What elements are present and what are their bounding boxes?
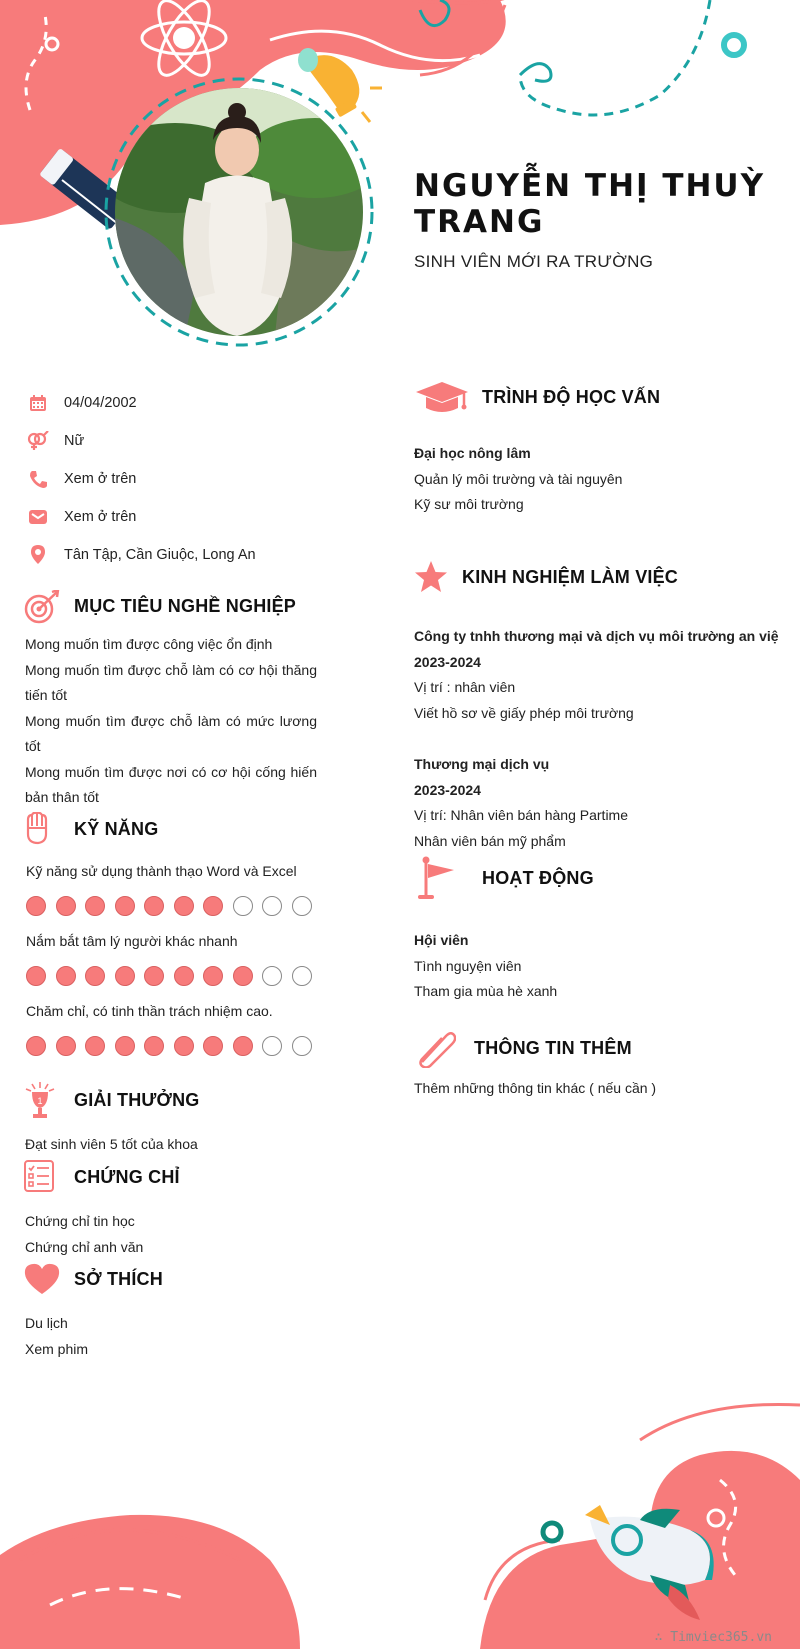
experience-job (414, 624, 786, 726)
job-position: Vị trí: Nhân viên bán hàng Partime (414, 807, 629, 823)
job-title: SINH VIÊN MỚI RA TRƯỜNG (414, 252, 654, 271)
profile-photo (115, 88, 363, 336)
activity-role: Hội viên (414, 932, 469, 948)
hobby-line: Du lịch (25, 1315, 68, 1331)
rating-dot-filled (56, 896, 76, 916)
extra-heading-row (414, 1028, 632, 1068)
job-description: Nhân viên bán mỹ phẩm (414, 832, 566, 849)
fist-icon (24, 812, 74, 846)
target-icon (24, 590, 74, 622)
gender-value: Nữ (64, 433, 85, 449)
skill-label: Nắm bắt tâm lý người khác nhanh (26, 933, 238, 949)
company-name: Thương mại dịch vụ (414, 756, 550, 772)
awards-content (25, 1132, 325, 1158)
job-period: 2023-2024 (414, 653, 481, 670)
calendar-icon (26, 392, 50, 414)
email-icon (26, 506, 50, 528)
rating-dot-filled (26, 896, 46, 916)
rating-dot-filled (203, 966, 223, 986)
rating-dot-filled (26, 966, 46, 986)
flag-icon (414, 856, 482, 900)
activities-heading: HOẠT ĐỘNG (482, 867, 594, 888)
rating-dot-filled (144, 1036, 164, 1056)
skill-item (26, 860, 326, 916)
contact-row-phone (26, 460, 346, 498)
activity-line: Tình nguyện viên (414, 957, 522, 974)
address-value: Tân Tập, Cần Giuộc, Long An (64, 547, 256, 563)
rating-dot-filled (56, 966, 76, 986)
contact-row-gender (26, 422, 346, 460)
full-name: NGUYỄN THỊ THUỲ TRANG (414, 168, 766, 240)
activities-content (414, 928, 784, 1005)
rating-dot-filled (115, 1036, 135, 1056)
svg-text:1: 1 (37, 1096, 43, 1106)
watermark: ∴ Timviec365.vn (654, 1630, 772, 1645)
rating-dot-empty (233, 896, 253, 916)
skills-heading-row (24, 812, 158, 846)
extra-content (414, 1076, 784, 1102)
objective-content (25, 632, 317, 811)
skills-heading: KỸ NĂNG (74, 818, 159, 839)
extra-heading: THÔNG TIN THÊM (474, 1037, 632, 1058)
job-period: 2023-2024 (414, 781, 481, 798)
rating-dot-empty (262, 1036, 282, 1056)
rating-dot-empty (262, 896, 282, 916)
certificate-line: Chứng chỉ tin học (25, 1213, 135, 1229)
objective-heading: MỤC TIÊU NGHỀ NGHIỆP (74, 595, 297, 616)
objective-line: Mong muốn tìm được chỗ làm có mức lương tốt (25, 712, 317, 754)
rating-dot-filled (26, 1036, 46, 1056)
award-line: Đạt sinh viên 5 tốt của khoa (25, 1136, 198, 1152)
location-pin-icon (26, 544, 50, 566)
star-icon (414, 560, 462, 594)
activity-line: Tham gia mùa hè xanh (414, 983, 558, 999)
skill-item (26, 1000, 326, 1056)
certificates-heading: CHỨNG CHỈ (74, 1166, 180, 1187)
certificates-heading-row (24, 1160, 180, 1194)
trophy-icon (24, 1080, 74, 1120)
rating-dot-filled (174, 1036, 194, 1056)
gender-icon (26, 430, 50, 452)
contact-row-email (26, 498, 346, 536)
rating-dot-filled (233, 1036, 253, 1056)
skill-rating (26, 1036, 326, 1056)
contact-list (26, 384, 346, 574)
awards-heading: GIẢI THƯỞNG (74, 1089, 200, 1110)
checklist-icon (24, 1160, 74, 1194)
rating-dot-filled (115, 966, 135, 986)
rating-dot-empty (292, 1036, 312, 1056)
birthday-value: 04/04/2002 (64, 395, 137, 411)
major: Quản lý môi trường và tài nguyên (414, 470, 623, 487)
graduation-cap-icon (414, 380, 482, 414)
hobbies-heading: SỞ THÍCH (74, 1268, 163, 1289)
phone-icon (26, 468, 50, 490)
certificate-line: Chứng chỉ anh văn (25, 1238, 144, 1255)
activities-heading-row (414, 856, 594, 900)
rating-dot-filled (233, 966, 253, 986)
rating-dot-filled (144, 966, 164, 986)
degree: Kỹ sư môi trường (414, 496, 524, 512)
paperclip-icon (414, 1028, 474, 1068)
objective-heading-row (24, 590, 296, 622)
experience-heading: KINH NGHIỆM LÀM VIỆC (462, 566, 679, 587)
hobby-line: Xem phim (25, 1340, 89, 1357)
rating-dot-filled (174, 896, 194, 916)
job-description: Viết hồ sơ về giấy phép môi trường (414, 704, 634, 721)
rating-dot-filled (174, 966, 194, 986)
education-heading-row (414, 380, 660, 414)
extra-text: Thêm những thông tin khác ( nếu cần ) (414, 1080, 657, 1096)
contact-row-address (26, 536, 346, 574)
skill-item (26, 930, 326, 986)
rating-dot-filled (144, 896, 164, 916)
hobbies-heading-row (24, 1263, 163, 1295)
rating-dot-filled (56, 1036, 76, 1056)
skill-rating (26, 896, 326, 916)
experience-heading-row (414, 560, 678, 594)
education-content (414, 441, 784, 518)
experience-job (414, 752, 786, 854)
rating-dot-filled (203, 896, 223, 916)
job-position: Vị trí : nhân viên (414, 679, 516, 695)
certificates-content (25, 1209, 325, 1260)
objective-line: Mong muốn tìm được công việc ổn định (25, 636, 273, 652)
skill-label: Kỹ năng sử dụng thành thạo Word và Excel (26, 863, 297, 879)
rating-dot-filled (85, 966, 105, 986)
rating-dot-filled (85, 1036, 105, 1056)
awards-heading-row (24, 1080, 199, 1120)
heart-icon (24, 1263, 74, 1295)
school-name: Đại học nông lâm (414, 445, 531, 461)
rating-dot-empty (292, 966, 312, 986)
education-heading: TRÌNH ĐỘ HỌC VẤN (482, 386, 661, 407)
skill-rating (26, 966, 326, 986)
rating-dot-filled (85, 896, 105, 916)
email-value: Xem ở trên (64, 509, 137, 525)
contact-row-birthday (26, 384, 346, 422)
rating-dot-empty (262, 966, 282, 986)
objective-line: Mong muốn tìm được nơi có cơ hội cống hiến bản thân tốt (25, 763, 317, 805)
objective-line: Mong muốn tìm được chỗ làm có cơ hội thăng tiến tốt (25, 661, 317, 703)
avatar (115, 88, 363, 336)
company-name: Công ty tnhh thương mại và dịch vụ môi trường an việ (414, 628, 779, 644)
rating-dot-empty (292, 896, 312, 916)
rating-dot-filled (115, 896, 135, 916)
phone-value: Xem ở trên (64, 471, 137, 487)
rating-dot-filled (203, 1036, 223, 1056)
hobbies-content (25, 1311, 325, 1362)
skill-label: Chăm chỉ, có tinh thần trách nhiệm cao. (26, 1003, 273, 1019)
